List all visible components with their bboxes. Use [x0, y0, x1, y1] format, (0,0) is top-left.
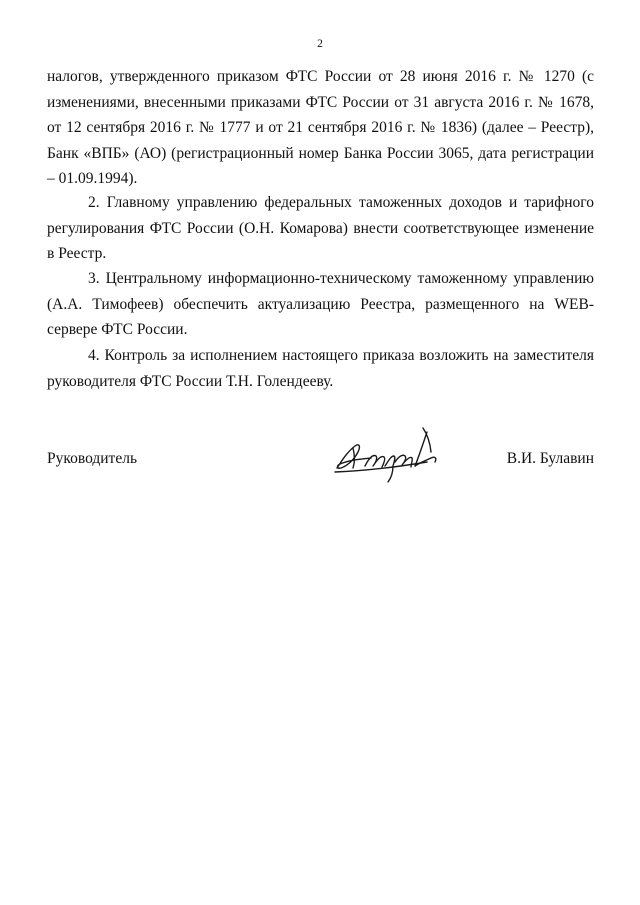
paragraph-continuation: налогов, утвержденного приказом ФТС России от 28 июня 2016 г. № 1270 (с изменениями, внесенными приказами ФТС России от 31 августа 2016 г. № 1678, от 12 сентября 2016 г. № 1777 и от 21 сентября 2016 г. № 1836) (далее – Реестр), Банк «ВПБ» (АО) (регистрационный номер Банка России 3065, дата регистрации – 01.09.1994).: [47, 68, 594, 187]
handwritten-signature: [331, 422, 449, 486]
signature-block: [47, 440, 594, 490]
paragraph-item-3: 3. Центральному информационно-техническому таможенному управлению (А.А. Тимофеев) обеспечить актуализацию Реестра, размещенного на WEB-сервере ФТС России.: [47, 270, 594, 338]
page-number: 2: [317, 38, 323, 50]
paragraph-item-4: 4. Контроль за исполнением настоящего приказа возложить на заместителя руководителя ФТС России Т.Н. Голендееву.: [47, 347, 594, 390]
signer-title: Руководитель: [47, 450, 138, 467]
paragraph-item-2: 2. Главному управлению федеральных таможенных доходов и тарифного регулирования ФТС России (О.Н. Комарова) внести соответствующее изменение в Реестр.: [47, 194, 594, 262]
signer-name: В.И. Булавин: [506, 450, 594, 467]
